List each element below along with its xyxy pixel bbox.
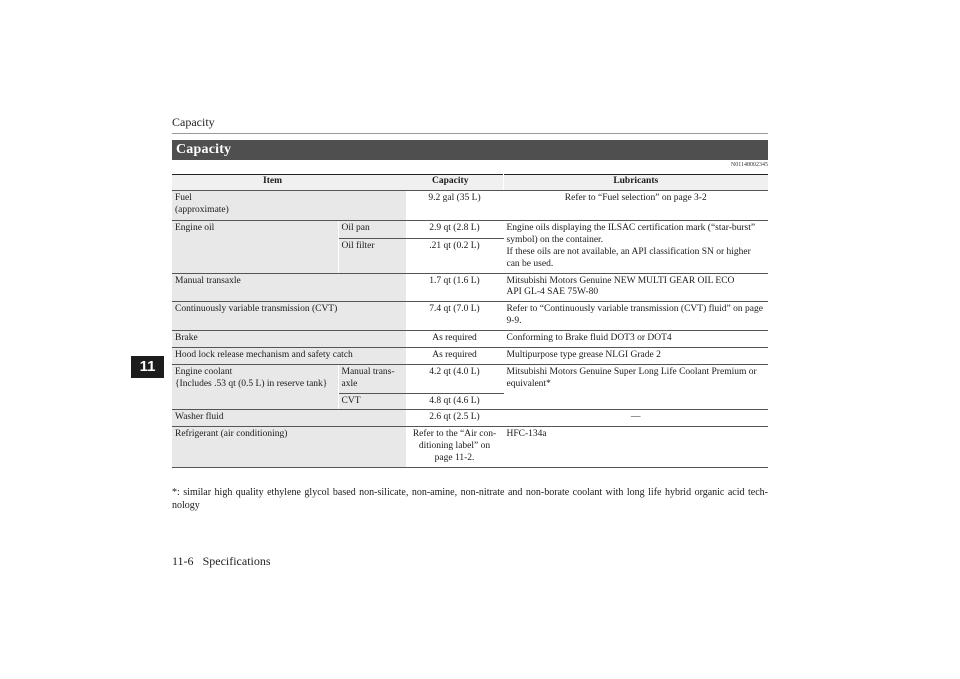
table-row-washer <box>172 410 768 427</box>
oil-filter-capacity: .21 qt (0.2 L) <box>406 238 503 273</box>
fuel-item: Fuel (approximate) <box>172 191 406 221</box>
oil-filter-label: Oil filter <box>338 238 406 273</box>
washer-lubricant: — <box>503 410 768 427</box>
header-capacity: Capacity <box>432 176 469 186</box>
header-lubricants: Lubricants <box>503 175 768 191</box>
table-row-coolant-manual <box>172 364 768 393</box>
manual-transaxle-item: Manual transaxle <box>172 273 406 302</box>
capacity-table <box>172 174 768 468</box>
refrigerant-capacity: Refer to the “Air con-ditioning label” on page 11-2. <box>406 427 503 468</box>
refrigerant-item: Refrigerant (air conditioning) <box>172 427 406 468</box>
fuel-lubricant: Refer to “Fuel selection” on page 3-2 <box>503 191 768 221</box>
section-code: N01148002345 <box>730 162 768 168</box>
page-number: 11-6 <box>172 554 194 568</box>
coolant-manual-label: Manual trans-axle <box>338 364 406 393</box>
coolant-cvt-capacity: 4.8 qt (4.6 L) <box>406 393 503 410</box>
manual-transaxle-lubricant: Mitsubishi Motors Genuine NEW MULTI GEAR OIL ECO API GL-4 SAE 75W-80 <box>503 273 768 302</box>
section-title: Capacity <box>172 140 768 160</box>
washer-capacity: 2.6 qt (2.5 L) <box>406 410 503 427</box>
header-item-text: Item <box>263 176 283 186</box>
engine-oil-lubricant: Engine oils displaying the ILSAC certification mark (“star-burst” symbol) on the container. If these oils are not available, an API classification SN or higher can be used. <box>503 221 768 274</box>
chapter-name: Specifications <box>202 554 271 568</box>
cvt-capacity: 7.4 qt (7.0 L) <box>406 302 503 331</box>
table-row-cvt <box>172 302 768 331</box>
table-row-manual-transaxle <box>172 273 768 302</box>
footnote: *: similar high quality ethylene glycol based non-silicate, non-amine, non-nitrate and non-borate coolant with long life hybrid organic acid tech-nology <box>172 487 768 511</box>
brake-capacity: As required <box>406 331 503 348</box>
hood-lock-lubricant: Multipurpose type grease NLGI Grade 2 <box>503 347 768 364</box>
washer-item: Washer fluid <box>172 410 406 427</box>
table-row-engine-oil-pan <box>172 221 768 239</box>
coolant-cvt-label: CVT <box>338 393 406 410</box>
table-row-fuel <box>172 191 768 221</box>
page-folio <box>172 554 271 569</box>
coolant-manual-capacity: 4.2 qt (4.0 L) <box>406 364 503 393</box>
header-rule <box>172 133 768 134</box>
table-row-hood-lock <box>172 347 768 364</box>
cvt-lubricant: Refer to “Continuously variable transmission (CVT) fluid” on page 9-9. <box>503 302 768 331</box>
oil-pan-label: Oil pan <box>338 221 406 239</box>
brake-lubricant: Conforming to Brake fluid DOT3 or DOT4 <box>503 331 768 348</box>
oil-pan-capacity: 2.9 qt (2.8 L) <box>406 221 503 239</box>
brake-item: Brake <box>172 331 406 348</box>
chapter-tab: 11 <box>131 356 164 378</box>
coolant-item: Engine coolant {Includes .53 qt (0.5 L) in reserve tank} <box>172 364 338 410</box>
manual-transaxle-capacity: 1.7 qt (1.6 L) <box>406 273 503 302</box>
engine-oil-item: Engine oil <box>172 221 338 274</box>
hood-lock-capacity: As required <box>406 347 503 364</box>
cvt-item: Continuously variable transmission (CVT) <box>172 302 406 331</box>
coolant-lubricant: Mitsubishi Motors Genuine Super Long Life Coolant Premium or equivalent* <box>503 364 768 410</box>
refrigerant-lubricant: HFC-134a <box>503 427 768 468</box>
header-item <box>172 175 503 191</box>
running-head: Capacity <box>172 115 215 129</box>
table-row-refrigerant <box>172 427 768 468</box>
table-row-brake <box>172 331 768 348</box>
table-header-row <box>172 175 768 191</box>
fuel-capacity: 9.2 gal (35 L) <box>406 191 503 221</box>
hood-lock-item: Hood lock release mechanism and safety catch <box>172 347 406 364</box>
